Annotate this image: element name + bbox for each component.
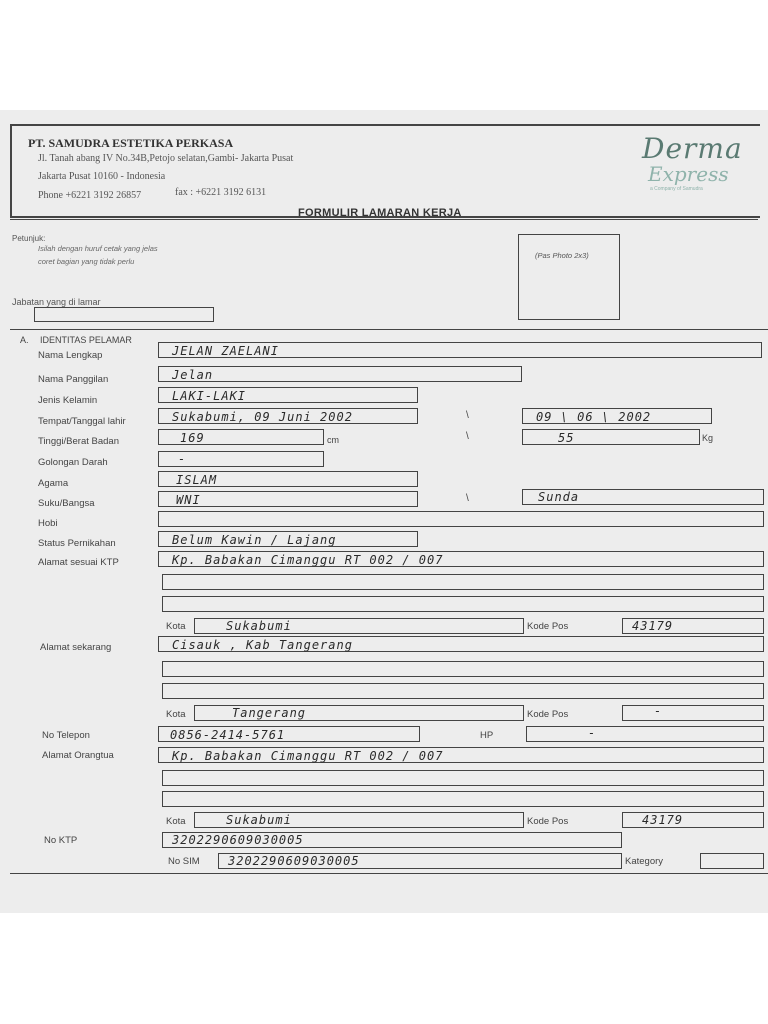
full-name-value: JELAN ZAELANI xyxy=(172,344,279,358)
gender-value: LAKI-LAKI xyxy=(172,389,247,403)
logo-text-sub: Express xyxy=(648,162,729,186)
label-current-postal: Kode Pos xyxy=(527,709,569,720)
hobby-field[interactable] xyxy=(158,511,764,527)
parent-address-line-3[interactable] xyxy=(162,791,764,807)
instructions-line-1: Isilah dengan huruf cetak yang jelas xyxy=(38,244,158,253)
label-sim-category: Kategory xyxy=(625,856,664,867)
birthdate-value: 09 \ 06 \ 2002 xyxy=(536,410,652,424)
company-phone: Phone +6221 3192 26857 xyxy=(38,190,142,201)
height-value: 169 xyxy=(180,431,205,445)
current-address-line-2[interactable] xyxy=(162,661,764,677)
form-sheet xyxy=(0,110,768,913)
photo-box[interactable] xyxy=(518,234,620,320)
label-ktp-address: Alamat sesuai KTP xyxy=(38,557,119,568)
label-blood-type: Golongan Darah xyxy=(38,457,108,468)
birthplace-value: Sukabumi, 09 Juni 2002 xyxy=(172,410,353,424)
bottom-divider xyxy=(10,873,768,874)
parent-city-value: Sukabumi xyxy=(226,813,292,827)
section-divider xyxy=(10,329,768,330)
ktp-postal-value: 43179 xyxy=(632,619,674,633)
instructions-heading: Petunjuk: xyxy=(12,234,46,243)
label-parent-address: Alamat Orangtua xyxy=(42,750,114,761)
phone-value: 0856-2414-5761 xyxy=(170,728,286,742)
ktp-address-value: Kp. Babakan Cimanggu RT 002 / 007 xyxy=(172,553,444,567)
position-field[interactable] xyxy=(34,307,214,322)
current-city-value: Tangerang xyxy=(232,706,307,720)
ethnicity-value: Sunda xyxy=(538,490,580,504)
mobile-field[interactable] xyxy=(526,726,764,742)
current-address-value: Cisauk , Kab Tangerang xyxy=(172,638,353,652)
current-postal-field[interactable] xyxy=(622,705,764,721)
sim-number-value: 3202290609030005 xyxy=(228,854,360,868)
marital-status-value: Belum Kawin / Lajang xyxy=(172,533,337,547)
label-current-address: Alamat sekarang xyxy=(40,642,112,653)
blood-type-value: - xyxy=(178,452,187,466)
label-nickname: Nama Panggilan xyxy=(38,374,109,385)
label-parent-postal: Kode Pos xyxy=(527,816,569,827)
label-phone: No Telepon xyxy=(42,730,90,741)
mobile-value: - xyxy=(588,726,597,740)
ktp-address-line-3[interactable] xyxy=(162,596,764,612)
label-ktp-postal: Kode Pos xyxy=(527,621,569,632)
company-fax: fax : +6221 3192 6131 xyxy=(175,187,267,198)
label-marital-status: Status Pernikahan xyxy=(38,538,116,549)
label-ktp-city: Kota xyxy=(166,621,186,632)
company-name: PT. SAMUDRA ESTETIKA PERKASA xyxy=(28,136,234,150)
sim-category-field[interactable] xyxy=(700,853,764,869)
weight-unit: Kg xyxy=(702,433,714,443)
label-gender: Jenis Kelamin xyxy=(38,395,98,406)
weight-separator: \ xyxy=(466,431,469,442)
ktp-city-value: Sukabumi xyxy=(226,619,292,633)
label-ktp-number: No KTP xyxy=(44,835,78,846)
section-letter: A. xyxy=(20,335,29,345)
nationality-value: WNI xyxy=(176,493,201,507)
nickname-value: Jelan xyxy=(172,368,214,382)
parent-postal-value: 43179 xyxy=(642,813,684,827)
label-ethnicity: Suku/Bangsa xyxy=(38,498,95,509)
ktp-address-line-2[interactable] xyxy=(162,574,764,590)
label-parent-city: Kota xyxy=(166,816,186,827)
label-height-weight: Tinggi/Berat Badan xyxy=(38,436,119,447)
parent-address-value: Kp. Babakan Cimanggu RT 002 / 007 xyxy=(172,749,444,763)
ktp-number-value: 3202290609030005 xyxy=(172,833,304,847)
current-postal-value: - xyxy=(654,704,663,718)
company-address-2: Jakarta Pusat 10160 - Indonesia xyxy=(38,171,166,182)
label-sim-number: No SIM xyxy=(168,856,200,867)
religion-value: ISLAM xyxy=(176,473,218,487)
current-address-line-3[interactable] xyxy=(162,683,764,699)
label-hobby: Hobi xyxy=(38,518,58,529)
label-mobile: HP xyxy=(480,730,494,741)
company-address-1: Jl. Tanah abang IV No.34B,Petojo selatan,Gambi- Jakarta Pusat xyxy=(38,153,294,164)
parent-address-line-2[interactable] xyxy=(162,770,764,786)
logo-tagline: a Company of Samudra xyxy=(650,186,703,192)
weight-value: 55 xyxy=(558,431,575,445)
instructions-line-2: coret bagian yang tidak perlu xyxy=(38,257,135,266)
height-unit: cm xyxy=(327,435,339,445)
label-current-city: Kota xyxy=(166,709,186,720)
logo-text-main: Derma xyxy=(642,132,743,165)
title-divider xyxy=(10,219,758,220)
photo-label: (Pas Photo 2x3) xyxy=(535,251,589,260)
label-birth: Tempat/Tanggal lahir xyxy=(38,416,126,427)
section-title: IDENTITAS PELAMAR xyxy=(40,335,132,345)
birth-separator: \ xyxy=(466,410,469,421)
form-title: FORMULIR LAMARAN KERJA xyxy=(298,207,462,219)
label-full-name: Nama Lengkap xyxy=(38,350,103,361)
label-religion: Agama xyxy=(38,478,69,489)
weight-field[interactable] xyxy=(522,429,700,445)
ethnicity-separator: \ xyxy=(466,493,469,504)
position-label: Jabatan yang di lamar xyxy=(12,297,101,307)
